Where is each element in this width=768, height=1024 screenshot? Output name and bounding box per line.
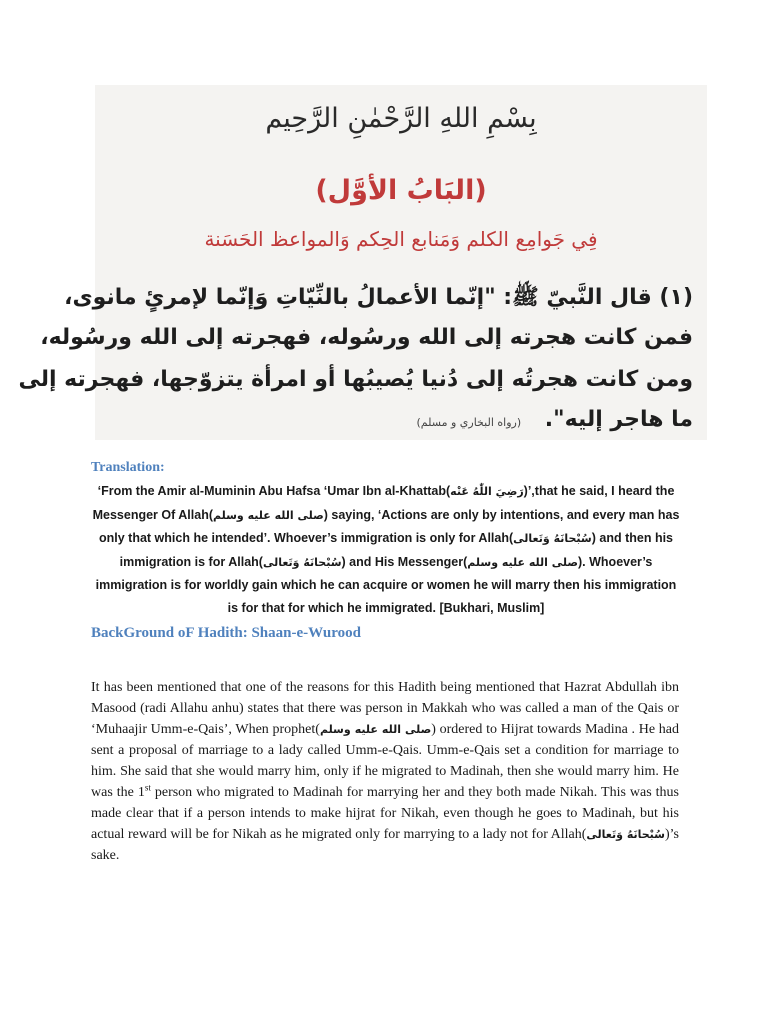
translation-text-6: ). Whoever’s immigration is for worldly gain which he can acquire or women he will marry then his immigration is for that for which he immigrated. [Bukhari, Muslim] [95,554,677,615]
translation-text-2: )’,that he said, I heard the Messenger Of Allah( [92,484,675,522]
hadith-reference: (رواه البخاري و مسلم) [416,416,522,429]
arabic-hadith-image [18,85,707,440]
ordinal-suffix: st [144,782,151,793]
arabic-honorific: سُبْحانَهُ وَتَعالى [586,828,665,841]
hadith-line-4 [101,407,693,432]
chapter-title: (البَابُ الأوَّل) [315,175,487,206]
background-text-1: It has been mentioned that one of the reasons for this Hadith being mentioned that Hazrat Abdullah ibn Masood (radi Allahu anhu) states that there was person in Makkah who was called a man of the Qais or ‘Muhaajir Umm-e-Qais’, When prophet( [91,680,679,737]
translation-text-1: ‘From the Amir al-Muminin Abu Hafsa ‘Umar Ibn al-Khattab( [97,484,451,498]
background-paragraph [91,677,679,866]
translation-text-5: ) and His Messenger( [341,554,468,569]
translation-text-4: ) and then his immigration is for Allah( [119,531,673,569]
hadith-line-4-text: ما هاجر إليه". [544,407,693,432]
arabic-honorific: رَضِيَ اللّٰهُ عَنْه [450,485,524,498]
arabic-honorific: صلى الله عليه وسلم [319,723,432,736]
chapter-subtitle: فِي جَوامِع الكلم وَمَنابع الحِكم وَالمواعظ الحَسَنة [204,227,598,251]
background-heading: BackGround oF Hadith: Shaan-e-Wurood [91,625,361,641]
translation-paragraph [91,480,681,619]
hadith-line-2: فمن كانت هجرته إلى الله ورسُوله، فهجرته إلى الله ورسُوله، [40,325,693,350]
background-text-4: )’s sake. [91,827,679,863]
translation-text-3: ) saying, ‘Actions are only by intentions, and every man has only that which he intended’. Whoever’s immigration is only for Allah( [99,507,680,545]
arabic-honorific: صلى الله عليه وسلم [467,555,579,569]
arabic-honorific: صلى الله عليه وسلم [213,508,324,522]
background-text-3: person who migrated to Madinah for marrying her and they both made Nikah. This was thus made clear that if a person intends to make hijrat for Nikah, even though he goes to Madinah, but his actual reward will be for Nikah as he migrated only for marrying to a lady not for Allah( [91,785,679,842]
arabic-honorific: سُبْحانَهُ وَتَعالى [513,532,592,545]
translation-heading: Translation: [91,460,165,475]
arabic-honorific: سُبْحانَهُ وَتَعالى [262,555,342,569]
bismillah-heading: بِسْمِ اللهِ الرَّحْمٰنِ الرَّحِيم [265,103,537,134]
background-text-2: ) ordered to Hijrat towards Madina . He had sent a proposal of marriage to a lady called Umm-e-Qais. Umm-e-Qais set a condition for marriage to him. She said that she would marry him, only if he migrated to Madinah, then she would marry him. He was the 1 [91,722,679,800]
hadith-line-1: (١) قال النَّبيّ ﷺ: "إنّما الأعمالُ بالنِّيّاتِ وَإنّما لإمرئٍ مانوى، [64,285,693,310]
hadith-line-3: ومن كانت هجرتُه إلى دُنيا يُصيبُها أو امرأة يتزوّجها، فهجرته إلى [18,367,693,392]
